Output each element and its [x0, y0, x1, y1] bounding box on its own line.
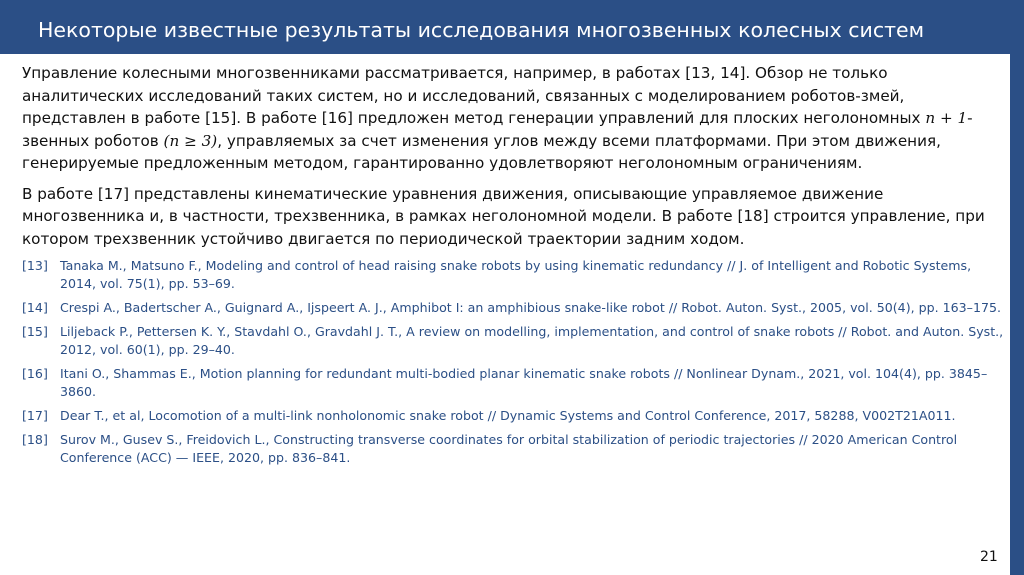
page-number: 21: [980, 549, 998, 565]
math-n-geq-3: (n ≥ 3): [163, 131, 218, 150]
reference-item: [22, 365, 1006, 401]
reference-item: [22, 431, 1006, 467]
references-list: [22, 257, 1006, 467]
paragraph-1: [22, 62, 1006, 175]
reference-number: [18]: [22, 432, 48, 447]
reference-text: Surov M., Gusev S., Freidovich L., Constructing transverse coordinates for orbital stabilization of periodic trajectories // 2020 American Control Conference (ACC) — IEEE, 2020, pp. 836–841.: [60, 432, 958, 465]
reference-item: [22, 257, 1006, 293]
math-n-plus-1: n + 1: [925, 109, 968, 127]
slide-content: [22, 62, 1006, 473]
slide-title: Некоторые известные результаты исследования многозвенных колесных систем: [0, 0, 1024, 54]
reference-text: Tanaka M., Matsuno F., Modeling and control of head raising snake robots by using kinematic redundancy // J. of Intelligent and Robotic Systems, 2014, vol. 75(1), pp. 53–69.: [60, 258, 972, 291]
reference-number: [13]: [22, 258, 48, 273]
reference-text: Itani O., Shammas E., Motion planning for redundant multi-bodied planar kinematic snake robots // Nonlinear Dynam., 2021, vol. 104(4), pp. 3845–3860.: [60, 366, 988, 399]
reference-text: Crespi A., Badertscher A., Guignard A., Ijspeert A. J., Amphibot I: an amphibious snake-like robot // Robot. Auton. Syst., 2005, vol. 50(4), pp. 163–175.: [60, 300, 1001, 315]
reference-number: [17]: [22, 408, 48, 423]
reference-item: [22, 323, 1006, 359]
reference-item: [22, 407, 1006, 425]
reference-item: [22, 299, 1006, 317]
paragraph-1-part-b: -звенных роботов: [22, 109, 973, 150]
reference-text: Liljeback P., Pettersen K. Y., Stavdahl O., Gravdahl J. T., A review on modelling, implementation, and control of snake robots // Robot. and Auton. Syst., 2012, vol. 60(1), pp. 29–40.: [60, 324, 1004, 357]
reference-number: [16]: [22, 366, 48, 381]
right-edge-bar: [1010, 52, 1024, 575]
reference-text: Dear T., et al, Locomotion of a multi-link nonholonomic snake robot // Dynamic Systems and Control Conference, 2017, 58288, V002T21A011.: [60, 408, 956, 423]
paragraph-2: В работе [17] представлены кинематические уравнения движения, описывающие управляемое движение многозвенника и, в частности, трехзвенника, в рамках неголономной модели. В работе [18] строится управление, при котором трехзвенник устойчиво двигается по периодической траектории задним ходом.: [22, 184, 985, 248]
paragraph-1-part-a: Управление колесными многозвенниками рассматривается, например, в работах [13, 14]. Обзор не только аналитических исследований таких систем, но и исследований, связанных с моделированием роботов-змей, представлен в работе [15]. В работе [16] предложен метод генерации управлений для плоских неголономных: [22, 64, 926, 127]
reference-number: [14]: [22, 300, 48, 315]
paragraph-1-part-c: , управляемых за счет изменения углов между всеми платформами. При этом движения, генерируемые предложенным методом, гарантированно удовлетворяют неголономным ограничениям.: [22, 131, 941, 172]
reference-number: [15]: [22, 324, 48, 339]
